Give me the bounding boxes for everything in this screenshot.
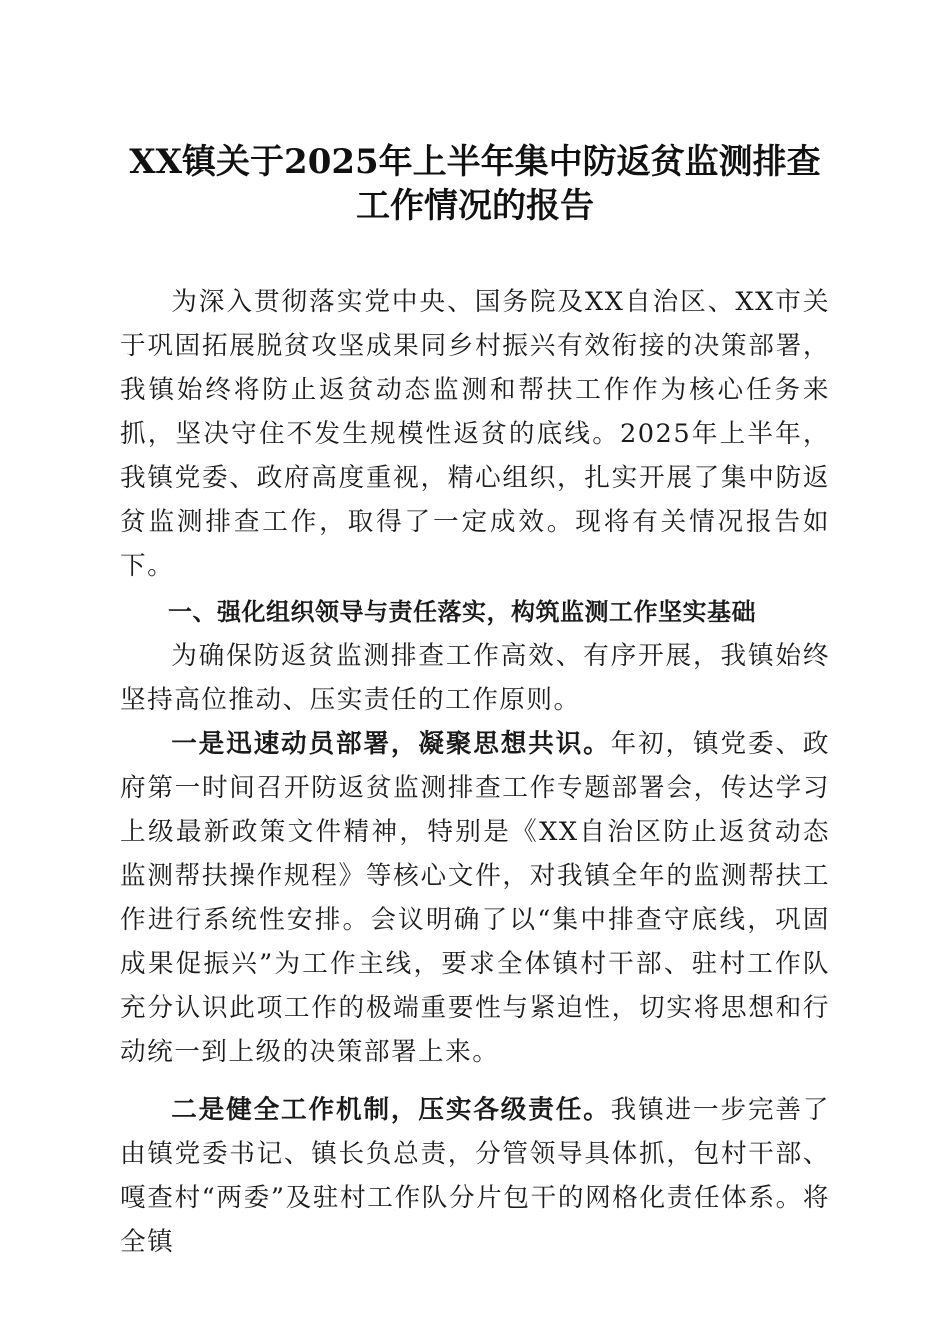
paragraph-section1-intro: 为确保防返贫监测排查工作高效、有序开展，我镇始终坚持高位推动、压实责任的工作原则。 (120, 641, 830, 715)
paragraph-intro: 为深入贯彻落实党中央、国务院及XX自治区、XX市关于巩固拓展脱贫攻坚成果同乡村振兴有效衔接的决策部署，我镇始终将防止返贫动态监测和帮扶工作作为核心任务来抓，坚决守住不发生规模性返贫的底线。2025年上半年，我镇党委、政府高度重视，精心组织，扎实开展了集中防返贫监测排查工作，取得了一定成效。现将有关情况报告如下。 (120, 287, 830, 581)
point-2-text: 我镇进一步完善了由镇党委书记、镇长负总责，分管领导具体抓，包村干部、嘎查村“两委”及驻村工作队分片包干的网格化责任体系。将全镇 (120, 1095, 830, 1257)
point-2-lead: 二是健全工作机制，压实各级责任。 (171, 1095, 611, 1125)
point-1-text: 年初，镇党委、政府第一时间召开防返贫监测排查工作专题部署会，传达学习上级最新政策文件精神，特别是《XX自治区防止返贫动态监测帮扶操作规程》等核心文件，对我镇全年的监测帮扶工作进行系统性安排。会议明确了以“集中排查守底线，巩固成果促振兴”为工作主线，要求全体镇村干部、驻村工作队充分认识此项工作的极端重要性与紧迫性，切实将思想和行动统一到上级的决策部署上来。 (120, 729, 830, 1067)
document-title-line2: 工作情况的报告 (356, 186, 594, 226)
document-title-line1: XX镇关于2025年上半年集中防返贫监测排查 (129, 142, 821, 182)
paragraph-point-2 (120, 1088, 830, 1264)
paragraph-point-1 (120, 722, 830, 1074)
point-1-lead: 一是迅速动员部署，凝聚思想共识。 (171, 729, 611, 759)
section-heading-1: 一、强化组织领导与责任落实，构筑监测工作坚实基础 (168, 598, 756, 626)
document-body (120, 280, 830, 1264)
